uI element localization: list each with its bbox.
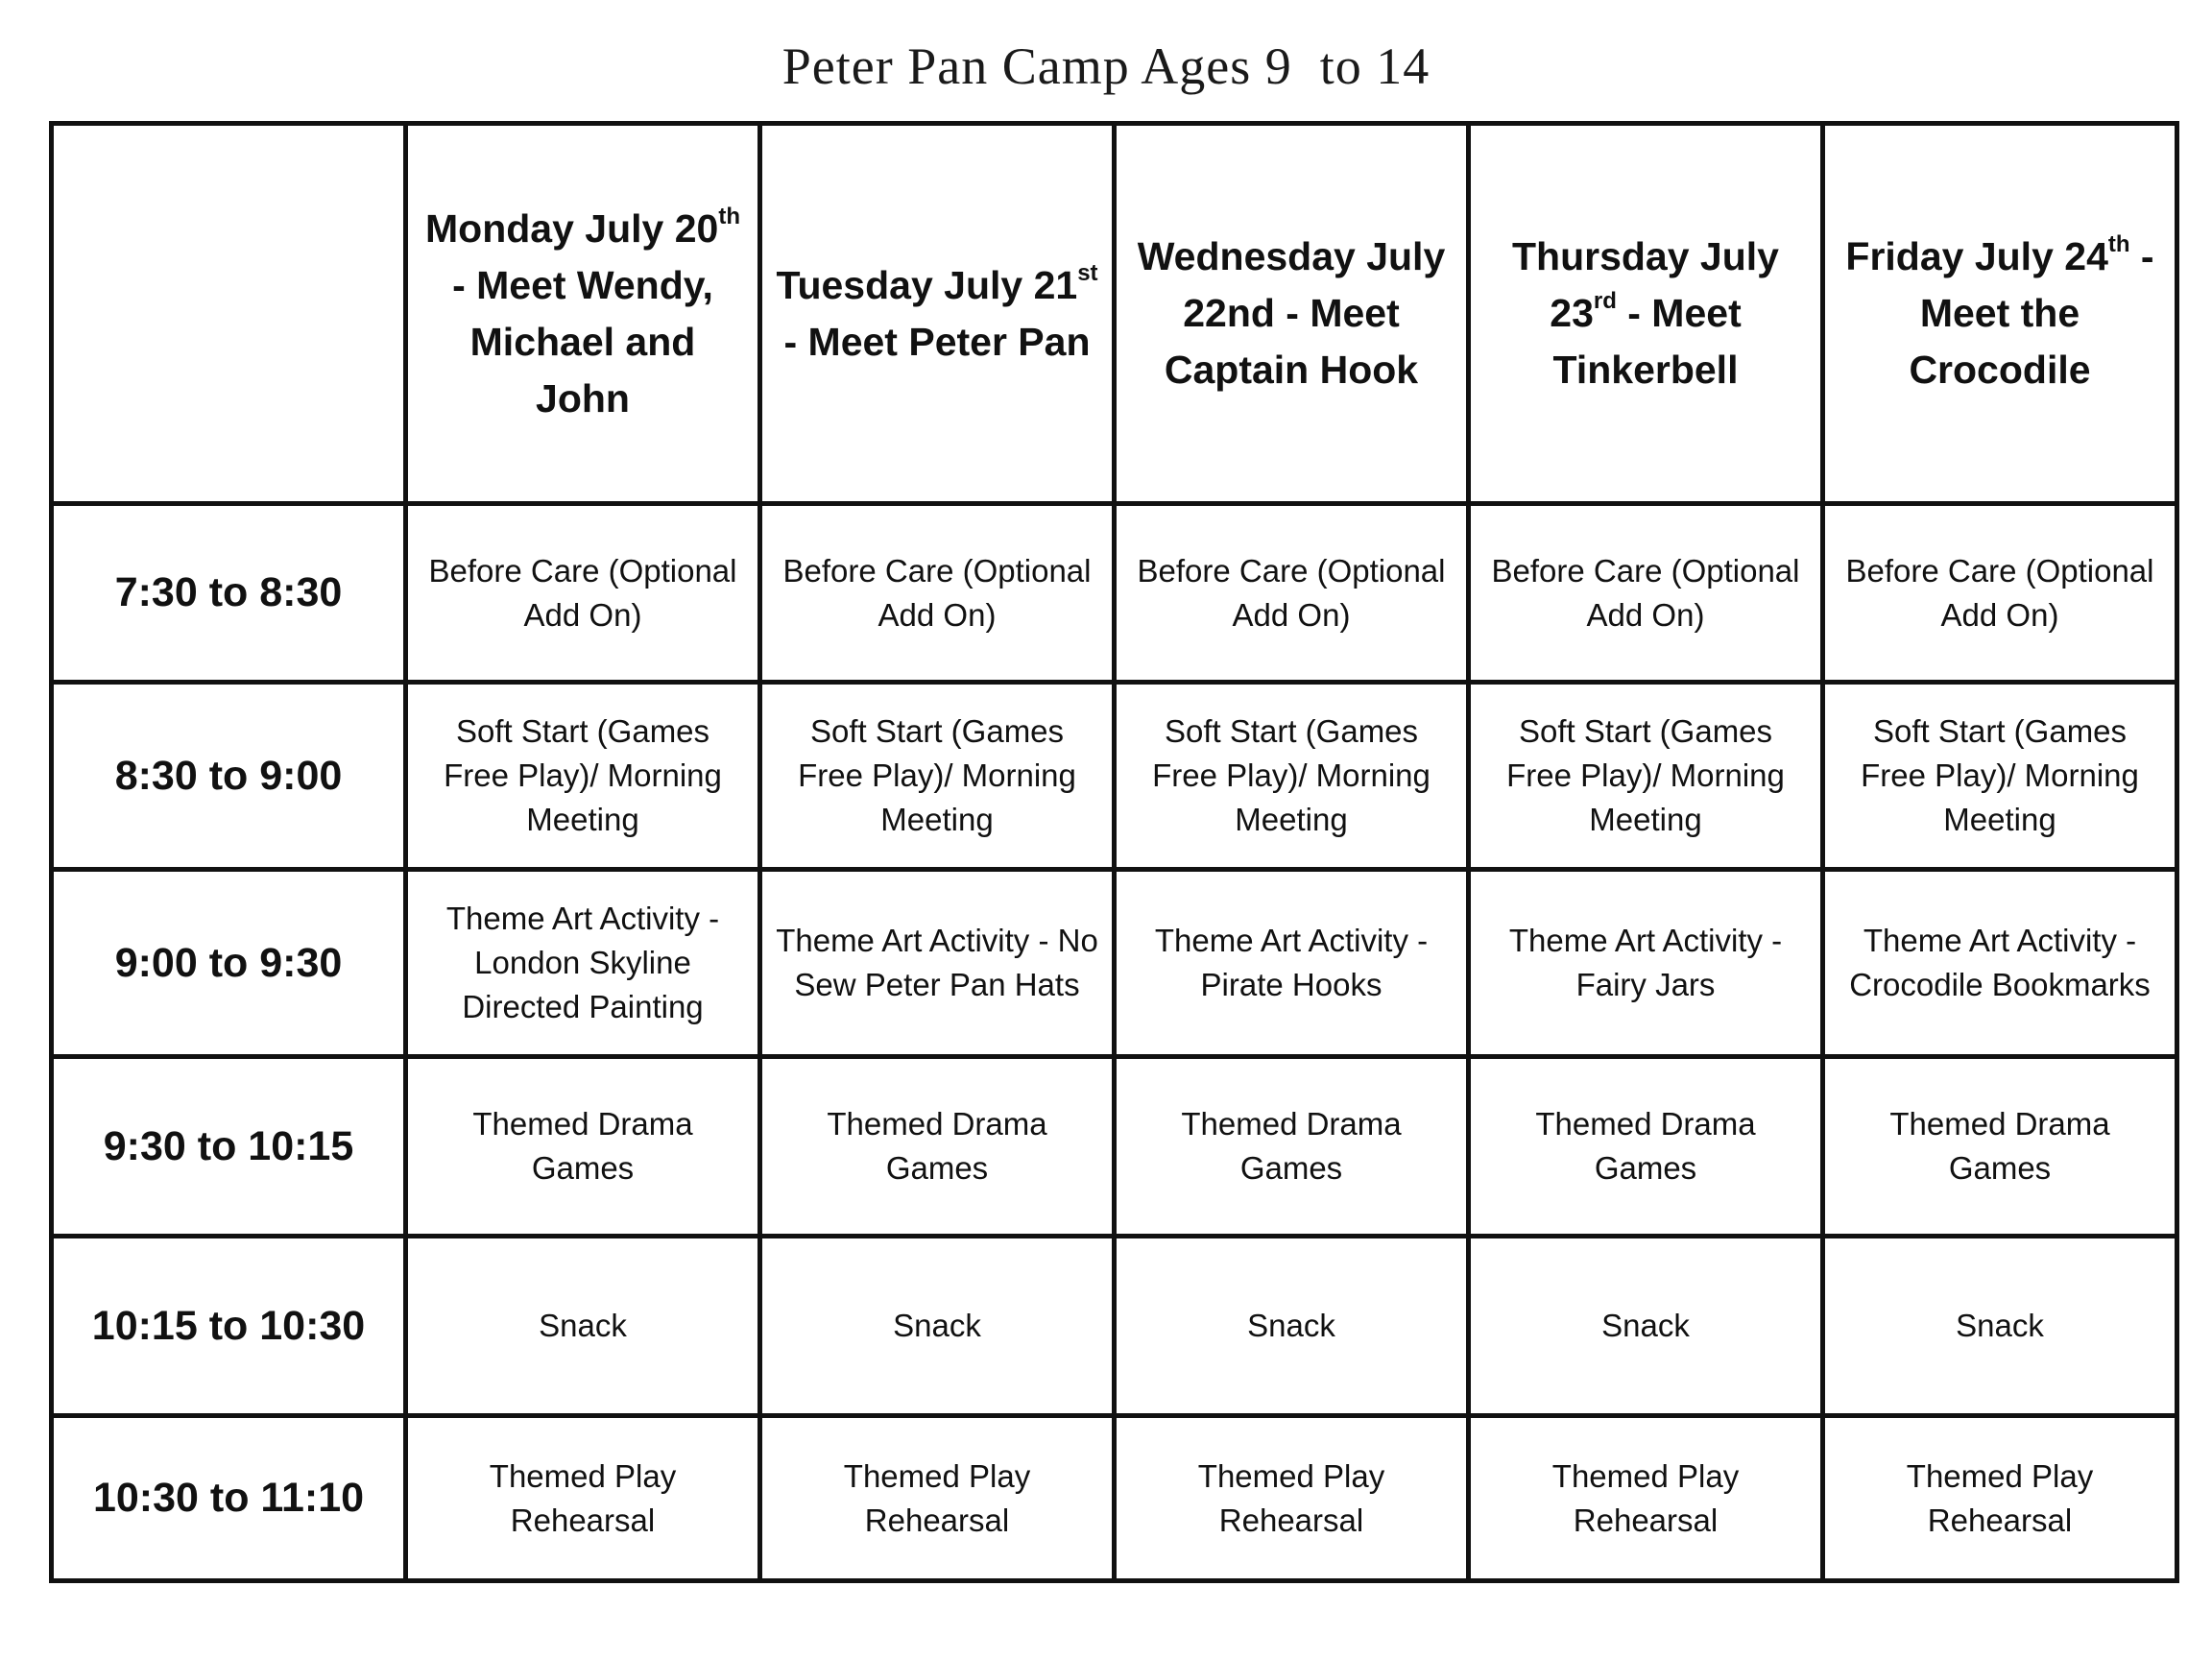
activity-cell: Snack — [1469, 1237, 1823, 1416]
activity-cell: Soft Start (Games Free Play)/ Morning Meeting — [760, 683, 1115, 870]
time-slot: 10:15 to 10:30 — [52, 1237, 406, 1416]
activity-cell: Theme Art Activity - Crocodile Bookmarks — [1823, 870, 2177, 1057]
activity-cell: Theme Art Activity - Pirate Hooks — [1115, 870, 1469, 1057]
corner-cell — [52, 124, 406, 504]
activity-cell: Snack — [1115, 1237, 1469, 1416]
day-header-tuesday: Tuesday July 21st - Meet Peter Pan — [760, 124, 1115, 504]
activity-cell: Before Care (Optional Add On) — [760, 504, 1115, 683]
schedule-row — [52, 1057, 2177, 1237]
activity-cell: Themed Drama Games — [1469, 1057, 1823, 1237]
activity-cell: Soft Start (Games Free Play)/ Morning Meeting — [1823, 683, 2177, 870]
activity-cell: Theme Art Activity - No Sew Peter Pan Hats — [760, 870, 1115, 1057]
schedule-row — [52, 504, 2177, 683]
time-slot: 9:30 to 10:15 — [52, 1057, 406, 1237]
activity-cell: Before Care (Optional Add On) — [1823, 504, 2177, 683]
activity-cell: Themed Play Rehearsal — [1115, 1416, 1469, 1581]
schedule-row — [52, 870, 2177, 1057]
activity-cell: Themed Drama Games — [406, 1057, 760, 1237]
day-header-monday: Monday July 20th - Meet Wendy, Michael and John — [406, 124, 760, 504]
activity-cell: Snack — [406, 1237, 760, 1416]
activity-cell: Snack — [1823, 1237, 2177, 1416]
activity-cell: Theme Art Activity - Fairy Jars — [1469, 870, 1823, 1057]
activity-cell: Theme Art Activity - London Skyline Directed Painting — [406, 870, 760, 1057]
schedule-row — [52, 683, 2177, 870]
activity-cell: Themed Play Rehearsal — [406, 1416, 760, 1581]
activity-cell: Soft Start (Games Free Play)/ Morning Meeting — [1469, 683, 1823, 870]
activity-cell: Soft Start (Games Free Play)/ Morning Meeting — [406, 683, 760, 870]
page-title: Peter Pan Camp Ages 9 to 14 — [781, 37, 1431, 95]
time-slot: 10:30 to 11:10 — [52, 1416, 406, 1581]
activity-cell: Themed Drama Games — [760, 1057, 1115, 1237]
time-slot: 8:30 to 9:00 — [52, 683, 406, 870]
activity-cell: Before Care (Optional Add On) — [406, 504, 760, 683]
activity-cell: Soft Start (Games Free Play)/ Morning Meeting — [1115, 683, 1469, 870]
day-header-thursday: Thursday July 23rd - Meet Tinkerbell — [1469, 124, 1823, 504]
header-row — [52, 124, 2177, 504]
schedule-row — [52, 1237, 2177, 1416]
activity-cell: Before Care (Optional Add On) — [1115, 504, 1469, 683]
activity-cell: Snack — [760, 1237, 1115, 1416]
schedule-row — [52, 1416, 2177, 1581]
activity-cell: Before Care (Optional Add On) — [1469, 504, 1823, 683]
time-slot: 9:00 to 9:30 — [52, 870, 406, 1057]
activity-cell: Themed Play Rehearsal — [1823, 1416, 2177, 1581]
activity-cell: Themed Play Rehearsal — [760, 1416, 1115, 1581]
activity-cell: Themed Play Rehearsal — [1469, 1416, 1823, 1581]
schedule-table — [49, 121, 2179, 1583]
day-header-friday: Friday July 24th -Meet the Crocodile — [1823, 124, 2177, 504]
activity-cell: Themed Drama Games — [1823, 1057, 2177, 1237]
day-header-wednesday: Wednesday July 22nd - Meet Captain Hook — [1115, 124, 1469, 504]
activity-cell: Themed Drama Games — [1115, 1057, 1469, 1237]
time-slot: 7:30 to 8:30 — [52, 504, 406, 683]
